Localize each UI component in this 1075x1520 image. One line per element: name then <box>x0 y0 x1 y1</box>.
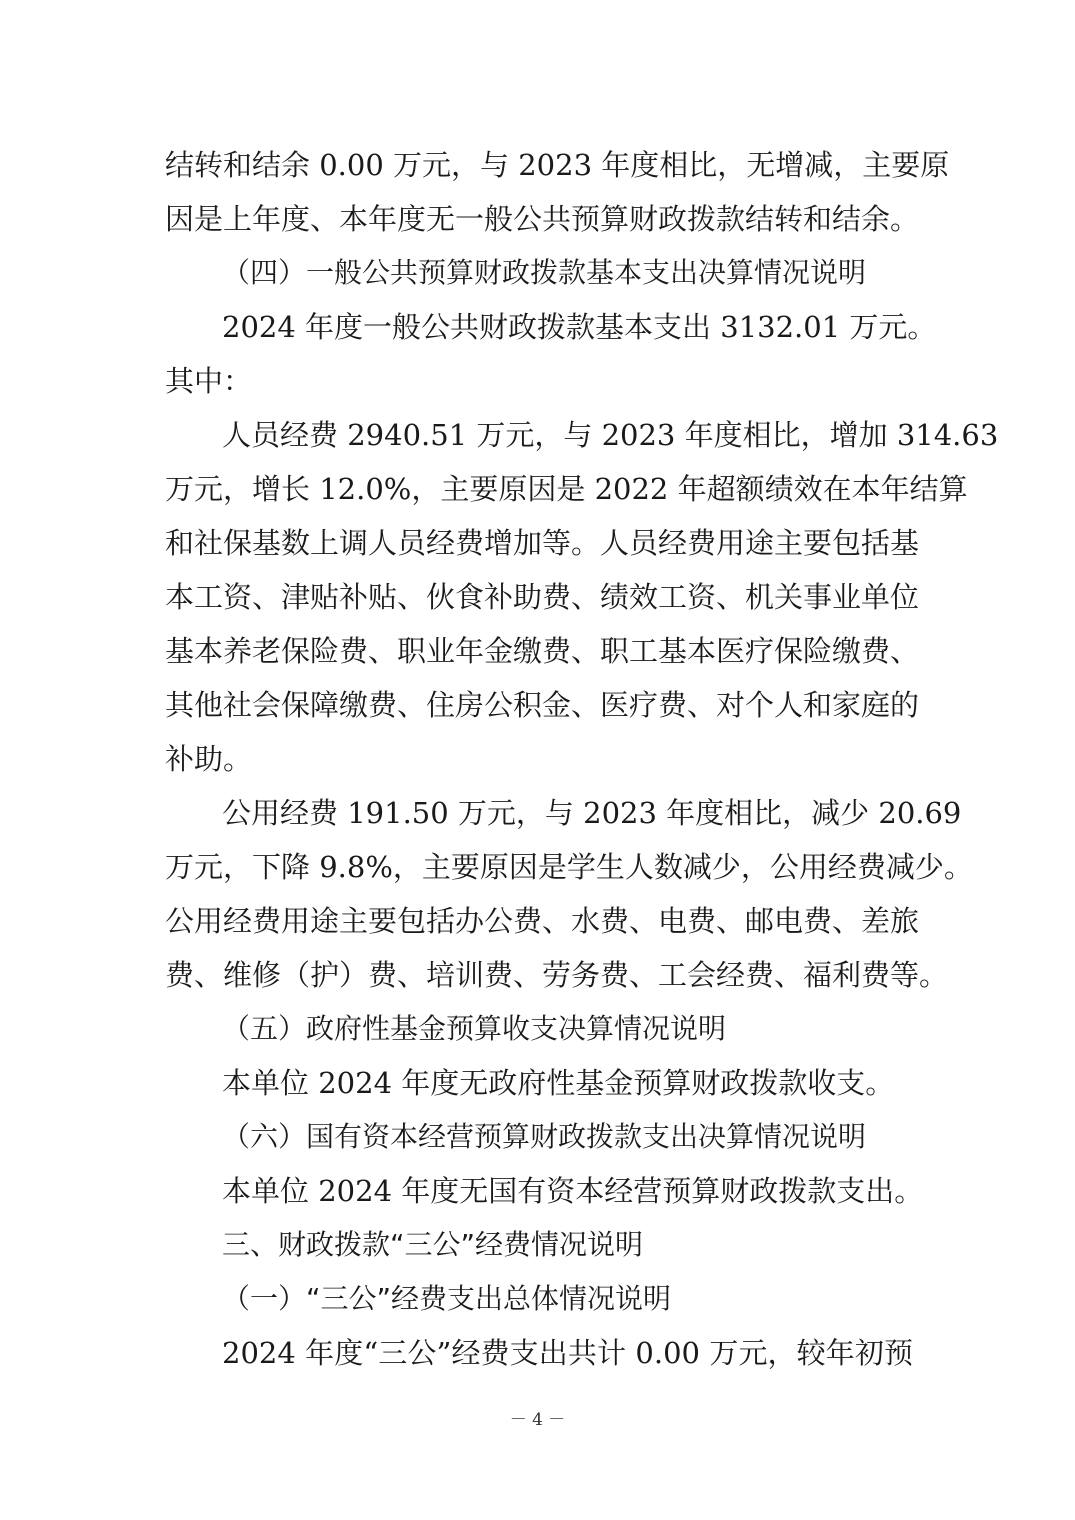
body-line: 基本养老保险费、职业年金缴费、职工基本医疗保险缴费、 <box>165 634 920 668</box>
body-line: 和社保基数上调人员经费增加等。人员经费用途主要包括基 <box>165 526 920 560</box>
body-line: 万元，下降 9.8%，主要原因是学生人数减少，公用经费减少。 <box>165 850 973 884</box>
body-line: 因是上年度、本年度无一般公共预算财政拨款结转和结余。 <box>165 202 920 236</box>
body-line: 公用经费用途主要包括办公费、水费、电费、邮电费、差旅 <box>165 904 920 938</box>
body-line: 其他社会保障缴费、住房公积金、医疗费、对个人和家庭的 <box>165 688 920 722</box>
section-heading: （六）国有资本经营预算财政拨款支出决算情况说明 <box>222 1120 867 1153</box>
chapter-heading: 三、财政拨款“三公”经费情况说明 <box>222 1228 644 1261</box>
page-number: － 4 － <box>509 1410 566 1430</box>
body-line: 本单位 2024 年度无政府性基金预算财政拨款收支。 <box>222 1066 895 1100</box>
body-line: 人员经费 2940.51 万元，与 2023 年度相比，增加 314.63 <box>222 418 999 452</box>
body-line: 结转和结余 0.00 万元，与 2023 年度相比，无增减，主要原 <box>165 148 950 182</box>
section-heading: （四）一般公共预算财政拨款基本支出决算情况说明 <box>222 256 867 289</box>
body-line: 2024 年度一般公共财政拨款基本支出 3132.01 万元。 <box>222 310 937 344</box>
body-line: 本工资、津贴补贴、伙食补助费、绩效工资、机关事业单位 <box>165 580 920 614</box>
body-line: 费、维修（护）费、培训费、劳务费、工会经费、福利费等。 <box>165 958 949 992</box>
body-line: 本单位 2024 年度无国有资本经营预算财政拨款支出。 <box>222 1174 924 1208</box>
body-line: 补助。 <box>165 742 253 776</box>
section-heading: （一）“三公”经费支出总体情况说明 <box>222 1282 672 1315</box>
body-line: 公用经费 191.50 万元，与 2023 年度相比，减少 20.69 <box>222 796 962 830</box>
body-line: 其中： <box>165 364 253 398</box>
section-heading: （五）政府性基金预算收支决算情况说明 <box>222 1012 727 1045</box>
body-line: 万元，增长 12.0%，主要原因是 2022 年超额绩效在本年结算 <box>165 472 968 506</box>
body-line: 2024 年度“三公”经费支出共计 0.00 万元，较年初预 <box>222 1336 913 1370</box>
